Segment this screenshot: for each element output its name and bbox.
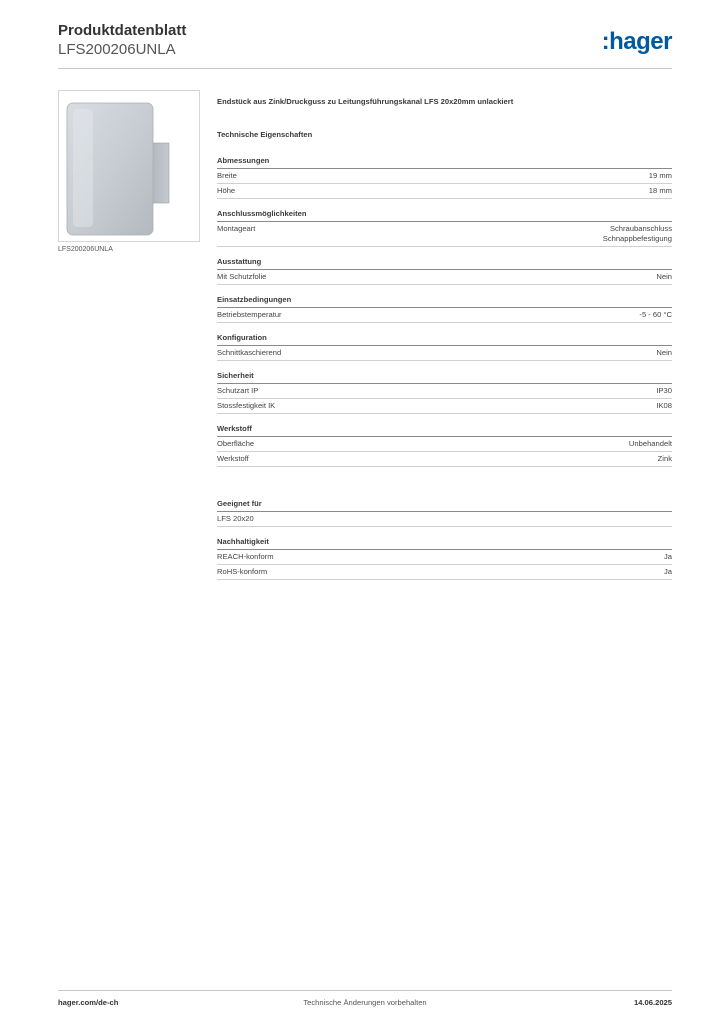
section-title: Sicherheit (217, 371, 672, 384)
product-description: Endstück aus Zink/Druckguss zu Leitungsführungskanal LFS 20x20mm unlackiert (217, 97, 514, 106)
property-row (217, 452, 672, 467)
section-gap (217, 467, 672, 489)
property-row (217, 399, 672, 414)
property-row (217, 184, 672, 199)
property-value: Zink (657, 454, 672, 463)
property-label: Oberfläche (217, 439, 255, 448)
footer-website-link[interactable]: hager.com/de-ch (58, 998, 119, 1007)
hager-logo: :hager (601, 28, 672, 55)
property-row (217, 565, 672, 580)
section-ausstattung (217, 257, 672, 285)
property-label: Mit Schutzfolie (217, 272, 267, 281)
section-anschlussmöglichkeiten (217, 209, 672, 247)
section-werkstoff (217, 424, 672, 467)
additional-sections (217, 499, 672, 580)
footer-divider (58, 990, 672, 991)
property-row (217, 512, 672, 527)
section-title: Konfiguration (217, 333, 672, 346)
property-value: Nein (656, 348, 672, 357)
property-value: 19 mm (648, 171, 672, 180)
section-title: Anschlussmöglichkeiten (217, 209, 672, 222)
footer-date: 14.06.2025 (633, 998, 672, 1007)
property-row (217, 550, 672, 565)
section-title: Einsatzbedingungen (217, 295, 672, 308)
property-label: RoHS-konform (217, 567, 268, 576)
product-code: LFS200206UNLA (58, 41, 176, 58)
section-title: Werkstoff (217, 424, 672, 437)
section-konfiguration (217, 333, 672, 361)
product-details (217, 96, 672, 580)
section-sicherheit (217, 371, 672, 414)
section-title: Nachhaltigkeit (217, 537, 672, 550)
property-value: Ja (663, 567, 672, 576)
product-image (58, 90, 200, 242)
property-label: LFS 20x20 (217, 514, 254, 523)
property-row (217, 222, 672, 247)
header-divider (58, 68, 672, 69)
property-label: Höhe (217, 186, 236, 195)
property-row (217, 384, 672, 399)
property-label: Stossfestigkeit IK (217, 401, 276, 410)
property-label: Breite (217, 171, 237, 180)
property-value: Nein (656, 272, 672, 281)
property-label: Schutzart IP (217, 386, 259, 395)
property-value: Unbehandelt (628, 439, 672, 448)
section-nachhaltigkeit (217, 537, 672, 580)
property-label: Betriebstemperatur (217, 310, 282, 319)
property-value: IK08 (656, 401, 672, 410)
property-label: Schnittkaschierend (217, 348, 282, 357)
property-label: REACH-konform (217, 552, 274, 561)
property-sections (217, 156, 672, 467)
end-cap-illustration (59, 91, 199, 241)
technical-properties-heading: Technische Eigenschaften (217, 130, 313, 139)
property-row (217, 346, 672, 361)
section-geeignet-für (217, 499, 672, 527)
property-row (217, 169, 672, 184)
property-row (217, 308, 672, 323)
image-caption: LFS200206UNLA (58, 246, 113, 253)
section-title: Ausstattung (217, 257, 672, 270)
section-einsatzbedingungen (217, 295, 672, 323)
property-value: Ja (663, 552, 672, 561)
property-value: 18 mm (648, 186, 672, 195)
property-label: Montageart (217, 224, 256, 233)
section-title: Geeignet für (217, 499, 672, 512)
property-label: Werkstoff (217, 454, 249, 463)
property-row (217, 437, 672, 452)
section-title: Abmessungen (217, 156, 672, 169)
page-title: Produktdatenblatt (58, 22, 187, 39)
property-row (217, 270, 672, 285)
footer-notice: Technische Änderungen vorbehalten (303, 998, 427, 1007)
property-value: Schraubanschluss Schnappbefestigung (602, 224, 672, 243)
section-abmessungen (217, 156, 672, 199)
property-value: -5 - 60 °C (639, 310, 672, 319)
page-header (58, 22, 672, 70)
property-value: IP30 (656, 386, 672, 395)
